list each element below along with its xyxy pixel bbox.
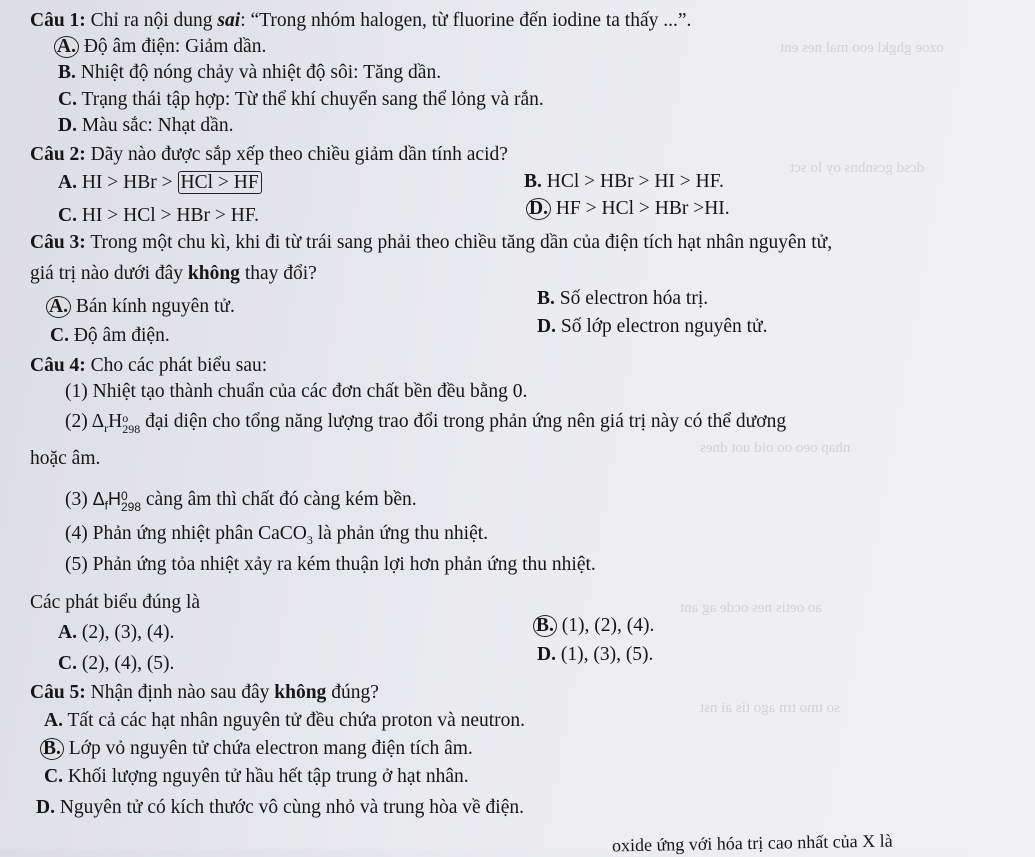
q5-rest: đúng?	[326, 682, 379, 703]
q4-option-d-letter: D.	[537, 644, 556, 665]
q2-option-a-part1: HI > HBr >	[81, 172, 178, 193]
q3-option-a-letter: A.	[46, 296, 71, 318]
q1-option-a-letter: A.	[54, 36, 79, 58]
show-through-text: nhap oeo oo oid uot dnes	[700, 440, 851, 456]
q4-s5-text: (5) Phản ứng tỏa nhiệt xảy ra kém thuận lợi hơn phản ứng thu nhiệt.	[65, 554, 596, 575]
q3-stem-1	[30, 231, 832, 255]
q1-option-b-letter: B.	[58, 62, 76, 83]
q1-option-a[interactable]	[58, 35, 266, 59]
q4-s4-text-b: là phản ứng thu nhiệt.	[312, 523, 489, 544]
q4-s2-num: (2)	[65, 411, 88, 432]
q4-ask	[30, 591, 200, 615]
q4-option-c[interactable]	[58, 652, 174, 676]
q4-ask-text: Các phát biểu đúng là	[30, 592, 201, 613]
q1-rest: : “Trong nhóm halogen, từ fluorine đến iodine ta thấy ...”.	[240, 10, 692, 31]
q5-option-b[interactable]	[44, 737, 473, 761]
q2-option-d-letter: D.	[526, 198, 551, 220]
q4-statement-1	[65, 380, 527, 404]
q1-option-c[interactable]	[58, 88, 544, 112]
q4-s2-cont: hoặc âm.	[30, 448, 101, 469]
q1-option-d-text: Màu sắc: Nhạt dần.	[81, 115, 234, 136]
q4-option-a[interactable]	[58, 621, 174, 645]
q1-option-d-letter: D.	[58, 115, 77, 136]
q2-option-b-letter: B.	[524, 171, 542, 192]
q5-option-c-letter: C.	[44, 766, 63, 787]
q4-statement-4	[65, 522, 488, 552]
q3-option-a-text: Bán kính nguyên tử.	[75, 296, 235, 317]
q1-option-a-text: Độ âm điện: Giảm dần.	[83, 36, 267, 57]
q4-option-b-text: (1), (2), (4).	[561, 615, 655, 636]
q3-option-a[interactable]	[50, 295, 235, 319]
q4-option-a-letter: A.	[58, 622, 77, 643]
q4-label: Câu 4:	[30, 355, 86, 376]
q2-option-b-text: HCl > HBr > HI > HF.	[546, 171, 724, 192]
cutoff-line-text: oxide ứng với hóa trị cao nhất của X là	[611, 830, 893, 856]
q4-s4-sub: 3	[306, 532, 313, 547]
q4-option-d-text: (1), (3), (5).	[560, 644, 654, 665]
q5-stem	[30, 681, 379, 705]
q1-option-d[interactable]	[58, 114, 233, 138]
q5-option-a[interactable]	[44, 709, 525, 733]
q4-option-c-text: (2), (4), (5).	[81, 653, 175, 674]
q3-label: Câu 3:	[30, 232, 86, 253]
q4-s3-text: càng âm thì chất đó càng kém bền.	[145, 489, 417, 510]
q1-sai: sai	[217, 10, 241, 31]
q1-option-b[interactable]	[58, 61, 441, 85]
q1-option-c-text: Trạng thái tập hợp: Từ thể khí chuyển sang thể lỏng và rắn.	[81, 89, 544, 110]
q1-option-b-text: Nhiệt độ nóng chảy và nhiệt độ sôi: Tăng dần.	[80, 62, 442, 83]
q3-option-c-text: Độ âm điện.	[73, 325, 170, 346]
q4-stem	[30, 354, 267, 378]
q1-option-c-letter: C.	[58, 89, 77, 110]
show-through-text: so tmo trn ago tis ai nst	[700, 700, 840, 716]
q4-statement-5	[65, 553, 596, 577]
q2-option-b[interactable]	[524, 170, 724, 194]
q3-option-d[interactable]	[537, 315, 767, 339]
q4-s2-text: đại diện cho tổng năng lượng trao đổi trong phản ứng nên giá trị này có thể dương	[145, 411, 787, 432]
q2-option-d[interactable]	[530, 197, 730, 221]
q1-stem	[30, 9, 691, 33]
q5-option-d-text: Nguyên tử có kích thước vô cùng nhỏ và trung hòa về điện.	[59, 797, 524, 818]
q2-stem	[30, 143, 508, 167]
q1-text: Chỉ ra nội dung	[90, 10, 218, 31]
q4-option-c-letter: C.	[58, 653, 77, 674]
q4-s3-num: (3)	[65, 489, 88, 510]
q5-label: Câu 5:	[30, 682, 86, 703]
q4-statement-2	[65, 410, 786, 440]
q5-khong: không	[274, 682, 327, 703]
q5-option-d-letter: D.	[36, 797, 55, 818]
q3-khong: không	[187, 263, 240, 284]
q1-label: Câu 1:	[30, 10, 86, 31]
q4-option-b[interactable]	[537, 614, 654, 638]
q2-option-c-text: HI > HCl > HBr > HF.	[81, 205, 259, 226]
q3-option-c[interactable]	[50, 324, 170, 348]
q2-option-c-letter: C.	[58, 205, 77, 226]
q4-option-b-letter: B.	[533, 615, 557, 637]
q3-option-b-text: Số electron hóa trị.	[559, 288, 709, 309]
q3-option-c-letter: C.	[50, 325, 69, 346]
q2-option-a-letter: A.	[58, 172, 77, 193]
show-through-text: ao oetis nes ocde ag ant	[680, 600, 823, 616]
q4-s3-symbol: $\Delta_fH0$ 298	[92, 489, 142, 514]
q5-option-c[interactable]	[44, 765, 469, 789]
q5-option-b-text: Lớp vỏ nguyên tử chứa electron mang điện tích âm.	[68, 738, 473, 759]
q2-option-c[interactable]	[58, 204, 259, 228]
q3-text2a: giá trị nào dưới đây	[30, 263, 188, 284]
q3-option-d-letter: D.	[537, 316, 556, 337]
q4-text: Cho các phát biểu sau:	[90, 355, 268, 376]
show-through-text: ozoe ghgkl eoo mal nes ent	[780, 40, 944, 56]
cutoff-line	[612, 829, 893, 857]
show-through-text: dcsd gcsnbns oy lo sct	[790, 160, 925, 176]
q4-option-d[interactable]	[537, 643, 653, 667]
q2-label: Câu 2:	[30, 144, 86, 165]
q4-s2-symbol: $\Delta_rHo$ 298	[91, 411, 141, 436]
q4-statement-2-cont	[30, 447, 100, 471]
q5-option-a-letter: A.	[44, 710, 63, 731]
q3-text1: Trong một chu kì, khi đi từ trái sang phải theo chiều tăng dần của điện tích hạt nhân nguyên tử,	[90, 232, 833, 253]
q5-text: Nhận định nào sau đây	[90, 682, 275, 703]
q5-option-a-text: Tất cả các hạt nhân nguyên tử đều chứa proton và neutron.	[67, 710, 526, 731]
q3-option-b[interactable]	[537, 287, 708, 311]
q4-option-a-text: (2), (3), (4).	[81, 622, 175, 643]
q4-s1-text: (1) Nhiệt tạo thành chuẩn của các đơn chất bền đều bằng 0.	[65, 381, 528, 402]
q3-stem-2	[30, 262, 317, 286]
q4-statement-3	[65, 487, 417, 518]
q3-option-b-letter: B.	[537, 288, 555, 309]
q2-text: Dãy nào được sắp xếp theo chiều giảm dần tính acid?	[90, 144, 508, 165]
q3-option-d-text: Số lớp electron nguyên tử.	[560, 316, 768, 337]
q2-option-d-text: HF > HCl > HBr >HI.	[555, 198, 730, 219]
q5-option-d[interactable]	[36, 796, 524, 820]
q2-option-a[interactable]	[58, 171, 262, 195]
q5-option-b-letter: B.	[40, 738, 64, 760]
q5-option-c-text: Khối lượng nguyên tử hầu hết tập trung ở hạt nhân.	[67, 766, 469, 787]
q2-option-a-boxed: HCl > HF	[178, 171, 262, 194]
q3-text2b: thay đổi?	[239, 263, 317, 284]
q4-s4-text-a: (4) Phản ứng nhiệt phân CaCO	[65, 523, 307, 544]
